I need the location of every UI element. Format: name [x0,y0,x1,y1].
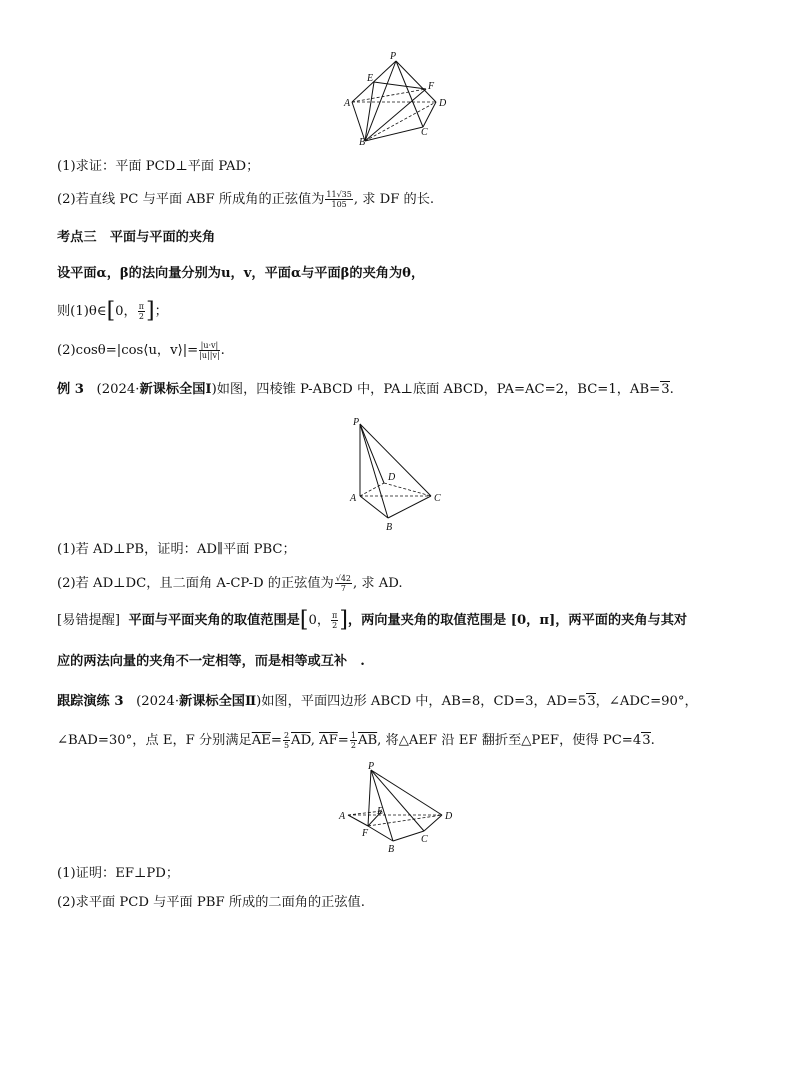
fig1-label-A: A [344,98,351,109]
fig2-label-D: D [388,472,396,483]
theory-pi: π [138,302,145,311]
theory-range-start: 0， [115,304,137,319]
fig3-label-P: P [368,761,375,772]
fig3-label-A: A [339,811,346,822]
example-3-fraction [335,574,352,593]
q1-fraction-den: 105 [331,200,347,209]
theory-line-3-end: . [220,343,225,358]
practice-3-line-2-fold: , 将△AEF 沿 EF 翻折至△PEF，使得 PC=4 [377,733,642,748]
example-3-label: 例 3 [57,382,84,397]
example-3-part1: (1)若 AD⊥PB，证明：AD∥平面 PBC； [57,542,296,557]
tip-label: [易错提醒] [57,613,121,628]
theory-line-2-end: ； [154,304,168,319]
example-3-text: )如图，四棱锥 P-ABCD 中，PA⊥底面 ABCD，PA=AC=2，BC=1，AB= [211,382,661,397]
fraction-one-half-num: 1 [350,731,356,740]
figure-2-edges [360,424,431,518]
theory-cos-den: |u||v| [199,351,220,360]
q1-part2 [57,190,434,209]
tip-line-2: 应的两法向量的夹角不一定相等，而是相等或互补 . [57,654,365,669]
tip-line-1: [易错提醒] 平面与平面夹角的取值范围是[0， $\frac{\pi}{2}$ ]，两向量夹角的取值范围是 [0，π]，两平面的夹角与其对 [57,607,688,633]
theory-theta-range-label: 则(1)θ∈ [57,304,107,319]
fig2-label-P: P [353,417,360,428]
theory-two: 2 [138,312,144,321]
tip-two: 2 [332,621,338,630]
example-3-source: (2024· [96,382,140,397]
fig1-label-F: F [428,81,435,92]
practice-3-line-2 [57,731,655,750]
tip-range-start: 0， [308,613,331,628]
theory-cos-num: |u·v| [200,341,219,350]
fig1-label-P: P [390,51,397,62]
example-3-part2 [57,574,403,593]
practice-3-eq-1: = [270,733,282,748]
section-3-title: 考点三 平面与平面的夹角 [57,230,216,245]
fig3-label-D: D [445,811,453,822]
q1-part2-end: , 求 DF 的长. [353,192,435,207]
fig2-label-A: A [350,493,357,504]
example-3-part2-end: , 求 AD. [353,576,403,591]
practice-3-source: (2024· [136,694,180,709]
example-3-part2-text: (2)若 AD⊥DC，且二面角 A-CP-D 的正弦值为 [57,576,334,591]
vector-ab: $\overline{AB}$ [357,733,378,748]
figure-1-pyramid [344,51,447,148]
fig3-label-F: F [362,828,369,839]
theory-line-3 [57,341,225,360]
practice-3-sqrt-1: 3 [587,694,596,709]
example-3-fraction-den: 7 [340,584,346,593]
vector-af: $\overline{AF}$ [319,733,338,748]
example-3-sqrt: 3 [661,382,670,397]
fig1-label-E: E [367,73,374,84]
fraction-two-fifths [283,731,290,750]
fraction-one-half [350,731,357,750]
figure-2-pyramid [345,417,445,532]
fraction-two-fifths-den: 5 [283,741,290,750]
practice-3-text-2: ，∠ADC=90°， [595,694,698,709]
practice-3-source-exam: 新课标全国Ⅱ [179,694,257,709]
tip-pi-over-2 [331,611,338,630]
q1-fraction-num: 11√35 [326,190,352,199]
practice-3-part1: (1)证明：EF⊥PD； [57,866,180,881]
fig3-label-E: E [377,806,384,817]
practice-3-line-1 [57,693,698,711]
vector-ae: $\overline{AE}$ [251,733,271,748]
tip-text-2: ，两向量夹角的取值范围是 [0，π]，两平面的夹角与其对 [347,613,688,628]
practice-3-eq-2: = [337,733,349,748]
vector-ad: $\overline{AD}$ [291,733,311,748]
example-3-fraction-num: √42 [335,574,352,583]
practice-3-label: 跟踪演练 3 [57,694,124,709]
tip-pi: π [332,611,338,620]
fig3-label-C: C [421,834,428,845]
q1-part1: (1)求证：平面 PCD⊥平面 PAD； [57,159,260,174]
theory-cos-formula: (2)cosθ=|cos⟨u，v⟩|= [57,343,199,358]
fig1-label-C: C [421,127,428,138]
theory-line-2: 则(1)θ∈[0， $\frac{\pi}{2}$ ]； [57,298,168,324]
example-3-source-exam: 新课标全国Ⅰ [139,382,212,397]
tip-text-1: 平面与平面夹角的取值范围是 [128,613,300,628]
fraction-two-fifths-num: 2 [283,731,290,740]
fig1-label-D: D [439,98,447,109]
example-3-stem [57,381,674,399]
theory-line-1: 设平面α，β的法向量分别为u，v，平面α与平面β的夹角为θ， [57,266,425,281]
fig2-label-C: C [434,493,441,504]
practice-3-line-2-end: . [650,733,655,748]
theory-pi-over-2 [138,302,145,321]
practice-3-line-2-text: ∠BAD=30°，点 E，F 分别满足 [57,733,252,748]
fig3-label-B: B [388,844,395,855]
practice-3-comma: , [310,733,315,748]
practice-3-text: )如图，平面四边形 ABCD 中，AB=8，CD=3，AD=5 [256,694,587,709]
practice-3-sqrt-2: 3 [642,733,651,748]
theory-cos-fraction [199,341,219,360]
fig1-label-B: B [359,137,366,148]
figure-3-folded-quad [335,762,465,857]
q1-fraction [325,190,352,209]
fig2-label-B: B [386,522,393,533]
fraction-one-half-den: 2 [350,741,356,750]
practice-3-part2: (2)求平面 PCD 与平面 PBF 所成的二面角的正弦值. [57,895,365,910]
example-3-end: . [669,382,674,397]
q1-part2-text: (2)若直线 PC 与平面 ABF 所成角的正弦值为 [57,192,325,207]
